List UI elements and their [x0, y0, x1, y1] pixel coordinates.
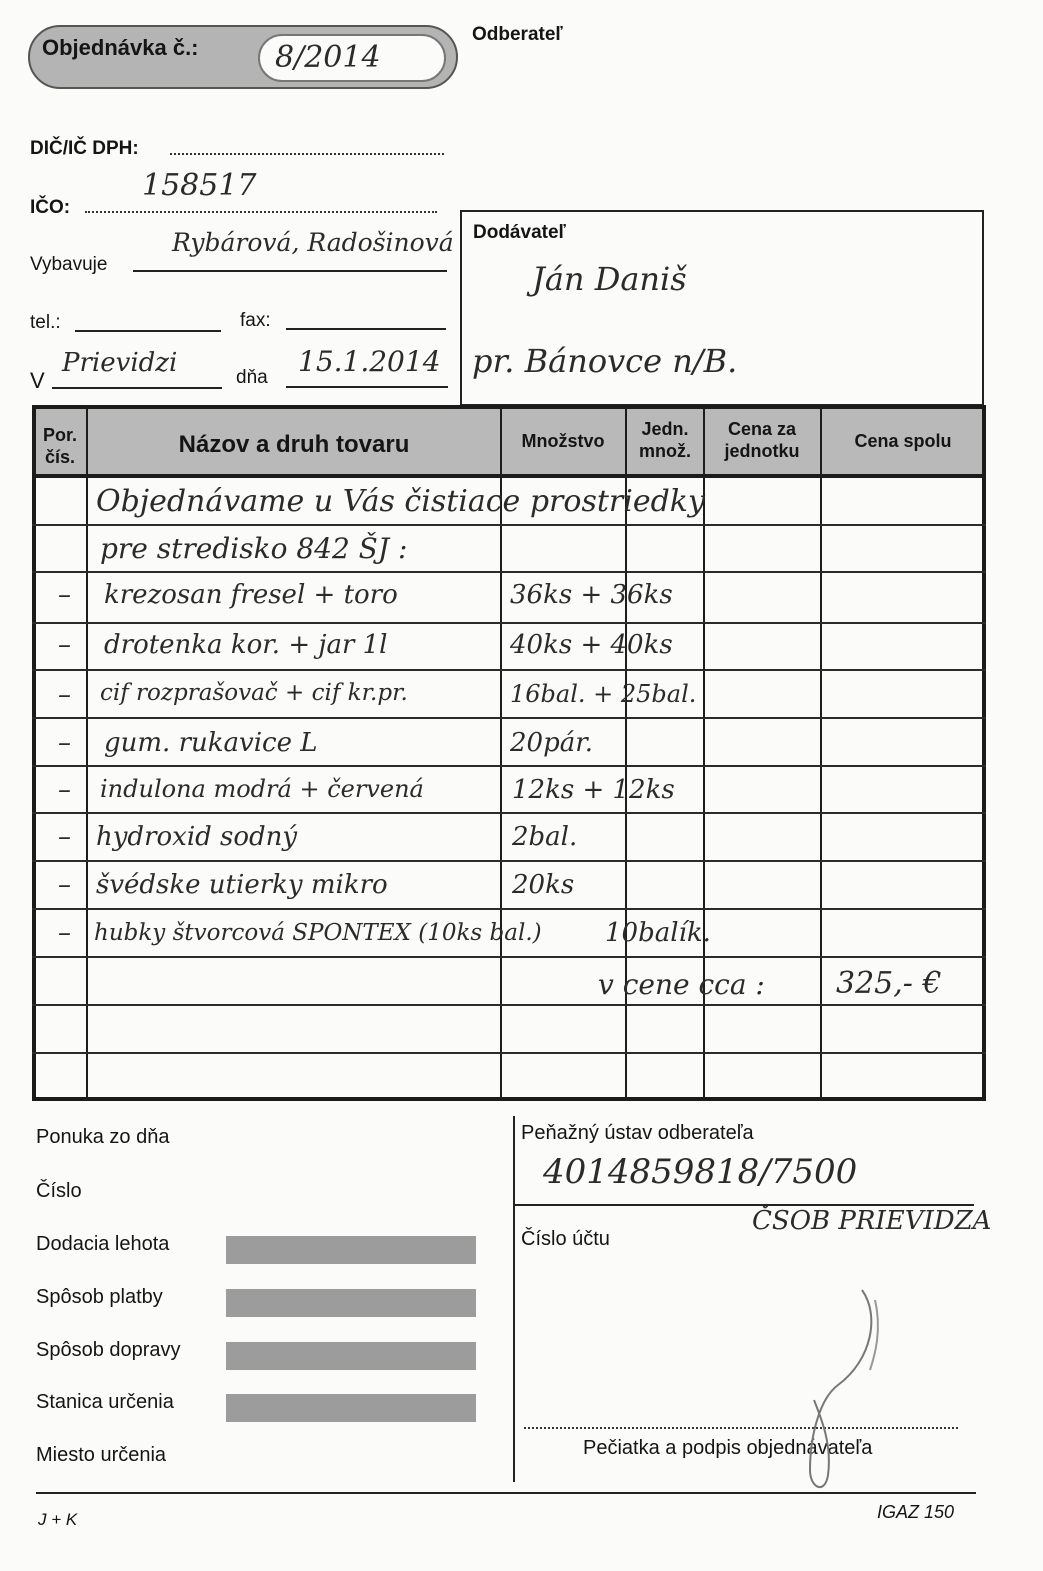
offer-number-label: Číslo — [36, 1180, 82, 1202]
bank-value: 4014859818/7500 — [543, 1152, 858, 1192]
row-dash: – — [58, 580, 71, 610]
item-name: hubky štvorcová SPONTEX (10ks bal.) — [94, 920, 542, 946]
ico-field[interactable] — [85, 211, 437, 213]
date-field[interactable] — [286, 386, 448, 388]
fax-label: fax: — [240, 310, 271, 331]
row-divider — [32, 1004, 986, 1006]
order-number-value: 8/2014 — [275, 40, 381, 75]
vat-label: DIČ/IČ DPH: — [30, 138, 139, 159]
row-divider — [32, 1052, 986, 1054]
row-divider — [32, 571, 986, 573]
header-name: Názov a druh tovaru — [178, 431, 410, 458]
item-name: hydroxid sodný — [96, 822, 298, 852]
column-divider — [820, 405, 822, 1101]
item-name: gum. rukavice L — [104, 728, 318, 758]
destination-place-label: Miesto určenia — [36, 1444, 167, 1466]
item-qty: 36ks + 36ks — [510, 580, 673, 610]
account-label: Číslo účtu — [521, 1228, 610, 1250]
row-divider — [32, 908, 986, 910]
stamp-signature-label: Pečiatka a podpis objednávateľa — [583, 1437, 873, 1459]
ico-label: IČO: — [30, 197, 71, 218]
item-name: indulona modrá + červená — [100, 775, 424, 803]
row-dash: – — [58, 630, 71, 660]
total-price: 325,- € — [836, 966, 942, 1001]
row-dash: – — [58, 822, 71, 852]
header-total: Cena spolu — [854, 431, 952, 451]
fax-field[interactable] — [286, 328, 446, 330]
supplier-name: Ján Daniš — [532, 260, 687, 298]
footer-rule — [36, 1492, 976, 1494]
header-qty: Množstvo — [521, 431, 605, 451]
place-value: Prievidzi — [62, 348, 178, 378]
item-qty: 20ks — [512, 870, 575, 900]
footer-divider — [513, 1116, 515, 1482]
header-unit: Jedn. množ. — [639, 419, 691, 461]
item-qty: 16bal. + 25bal. — [510, 680, 697, 708]
row-dash: – — [58, 728, 71, 758]
date-label: dňa — [236, 367, 268, 388]
item-name: cif rozprašovač + cif kr.pr. — [100, 680, 408, 706]
signature-scribble — [780, 1270, 890, 1500]
item-name: krezosan fresel + toro — [104, 580, 398, 610]
row-divider — [32, 765, 986, 767]
tel-field[interactable] — [75, 330, 221, 332]
order-number-label: Objednávka č.: — [42, 35, 199, 60]
handled-by-field[interactable] — [133, 270, 447, 272]
form-code: IGAZ 150 — [877, 1502, 955, 1522]
row-divider — [32, 956, 986, 958]
item-qty: 2bal. — [512, 822, 578, 852]
row-divider — [32, 669, 986, 671]
item-qty: 12ks + 12ks — [512, 775, 675, 805]
item-name: drotenka kor. + jar 1l — [104, 630, 388, 660]
handled-by-value: Rybárová, Radošinová — [172, 228, 454, 257]
header-por: Por. čís. — [42, 425, 77, 467]
row-dash: – — [58, 775, 71, 805]
supplier-heading: Dodávateľ — [473, 222, 566, 243]
intro-line-1: Objednávame u Vás čistiace prostriedky — [96, 484, 705, 519]
account-value: ČSOB PRIEVIDZA — [752, 1206, 992, 1236]
item-qty: 20pár. — [510, 728, 594, 758]
row-dash: – — [58, 680, 71, 710]
transport-method-field[interactable] — [226, 1342, 476, 1370]
item-name: švédske utierky mikro — [96, 870, 388, 900]
handled-by-label: Vybavuje — [30, 254, 108, 275]
payment-method-field[interactable] — [226, 1289, 476, 1317]
destination-station-field[interactable] — [226, 1394, 476, 1422]
row-divider — [32, 524, 986, 526]
item-qty: 10balík. — [605, 918, 711, 948]
place-label: V — [30, 368, 45, 393]
ico-value: 158517 — [142, 168, 257, 203]
row-divider — [32, 860, 986, 862]
price-note: v cene cca : — [598, 968, 765, 1001]
place-field[interactable] — [52, 387, 222, 389]
header-unit-price: Cena za jednotku — [724, 419, 800, 461]
customer-heading: Odberateľ — [472, 24, 563, 45]
vat-field[interactable] — [170, 153, 444, 155]
payment-method-label: Spôsob platby — [36, 1286, 163, 1308]
transport-method-label: Spôsob dopravy — [36, 1339, 181, 1361]
row-dash: – — [58, 870, 71, 900]
destination-station-label: Stanica určenia — [36, 1391, 174, 1413]
delivery-term-field[interactable] — [226, 1236, 476, 1264]
item-qty: 40ks + 40ks — [510, 630, 673, 660]
offer-date-label: Ponuka zo dňa — [36, 1126, 170, 1148]
row-dash: – — [58, 918, 71, 948]
supplier-address: pr. Bánovce n/B. — [472, 342, 738, 380]
delivery-term-label: Dodacia lehota — [36, 1233, 170, 1255]
row-divider — [32, 812, 986, 814]
column-divider — [86, 405, 88, 1101]
intro-line-2: pre stredisko 842 ŠJ : — [100, 532, 408, 565]
row-divider — [32, 717, 986, 719]
tel-label: tel.: — [30, 312, 61, 333]
publisher-mark: J + K — [38, 1510, 78, 1529]
signature-field[interactable] — [524, 1427, 958, 1429]
row-divider — [32, 622, 986, 624]
date-value: 15.1.2014 — [298, 345, 441, 378]
bank-label: Peňažný ústav odberateľa — [521, 1122, 754, 1144]
